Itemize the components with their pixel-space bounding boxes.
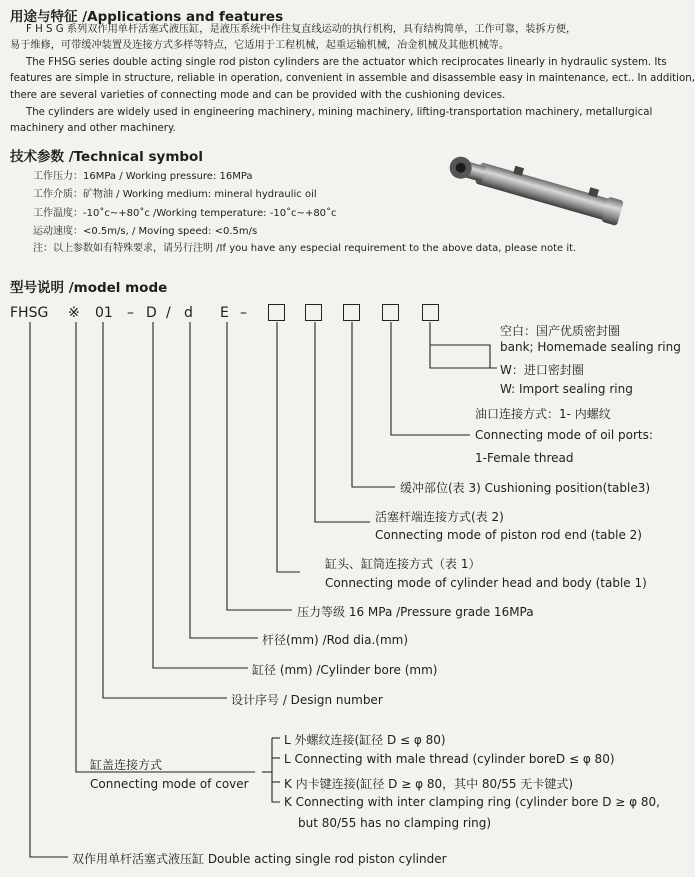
seal-label-cn: 空白：国产优质密封圈 — [500, 324, 621, 338]
double-acting-label: 双作用单杆活塞式液压缸 Double acting single rod piston cylinder — [72, 852, 447, 866]
oil-port-label-cn: 油口连接方式：1- 内螺纹 — [475, 407, 611, 421]
cover-label-en: Connecting mode of cover — [90, 777, 249, 791]
code-d-rod: d — [184, 305, 193, 321]
tech-pressure: 工作压力：16MPa / Working pressure: 16MPa — [33, 171, 253, 182]
model-heading: 型号说明 /model mode — [10, 280, 168, 296]
cover-option-k-cn: K 内卡键连接(缸径 D ≥ φ 80，其中 80/55 无卡键式) — [284, 777, 573, 791]
code-asterisk: ※ — [68, 305, 80, 321]
seal-label-en: bank; Homemade sealing ring — [500, 340, 681, 354]
seal-w-label-en: W: Import sealing ring — [500, 382, 633, 396]
cover-option-k-en1: K Connecting with inter clamping ring (cylinder bore D ≥ φ 80, — [284, 795, 660, 809]
head-body-label-cn: 缸头、缸筒连接方式（表 1） — [325, 557, 481, 571]
applications-line-3: The FHSG series double acting single rod piston cylinders are the actuator which reciprocates linearly in hydraulic system. Its — [26, 57, 667, 68]
applications-line-5: there are several varieties of connecting mode and can be provided with the cushioning devices. — [10, 90, 506, 101]
technical-heading: 技术参数 /Technical symbol — [10, 149, 203, 165]
applications-line-7: machinery and other machinery. — [10, 123, 176, 134]
code-01: 01 — [95, 305, 113, 321]
applications-line-2: 易于维修，可带缓冲装置及连接方式多样等特点，它适用于工程机械，起重运输机械，冶金机械及其他机械等。 — [10, 40, 510, 51]
applications-heading: 用途与特征 /Applications and features — [10, 9, 284, 25]
oil-port-label-en: Connecting mode of oil ports: — [475, 428, 653, 442]
cover-label-cn: 缸盖连接方式 — [90, 758, 163, 772]
cushion-label: 缓冲部位(表 3) Cushioning position(table3) — [400, 481, 651, 495]
design-number-label: 设计序号 / Design number — [231, 693, 383, 707]
head-body-label-en: Connecting mode of cylinder head and body (table 1) — [325, 576, 647, 590]
pressure-label: 压力等级 16 MPa /Pressure grade 16MPa — [297, 605, 534, 619]
rod-dia-label: 杆径(mm) /Rod dia.(mm) — [262, 633, 409, 647]
code-d-bore: D — [146, 305, 157, 321]
cover-option-l-en: L Connecting with male thread (cylinder boreD ≤ φ 80) — [284, 752, 615, 766]
oil-port-label-en2: 1-Female thread — [475, 451, 574, 465]
tech-note: 注：以上参数如有特殊要求，请另行注明 /If you have any especial requirement to the above data, please note it. — [33, 243, 577, 254]
rod-end-label-en: Connecting mode of piston rod end (table 2) — [375, 528, 642, 542]
tech-temperature: 工作温度：-10˚c~+80˚c /Working temperature: -10˚c~+80˚c — [33, 208, 337, 219]
applications-line-6: The cylinders are widely used in engineering machinery, mining machinery, lifting-transportation machinery, metallurgical — [26, 107, 653, 118]
code-dash-2: – — [240, 305, 247, 321]
code-dash-1: – — [127, 305, 134, 321]
applications-line-4: features are simple in structure, reliable in operation, convenient in assemble and disassemble easy in maintenance, ect.. In addition, — [10, 73, 695, 84]
bore-label: 缸径 (mm) /Cylinder bore (mm) — [252, 663, 438, 677]
cover-option-k-en2: but 80/55 has no clamping ring) — [298, 816, 492, 830]
seal-w-label-cn: W：进口密封圈 — [500, 363, 584, 377]
cover-option-l-cn: L 外螺纹连接(缸径 D ≤ φ 80) — [284, 733, 446, 747]
rod-end-label-cn: 活塞杆端连接方式(表 2) — [375, 510, 504, 524]
code-e: E — [220, 305, 229, 321]
applications-line-1: F H S G 系列双作用单杆活塞式液压缸，是液压系统中作往复直线运动的执行机构，具有结构简单，工作可靠，装拆方便， — [26, 24, 577, 35]
tech-medium: 工作介质：矿物油 / Working medium: mineral hydraulic oil — [33, 189, 317, 200]
tech-speed: 运动速度：<0.5m/s, / Moving speed: <0.5m/s — [33, 226, 258, 237]
code-slash: / — [166, 305, 171, 321]
code-fhsg: FHSG — [10, 305, 49, 321]
